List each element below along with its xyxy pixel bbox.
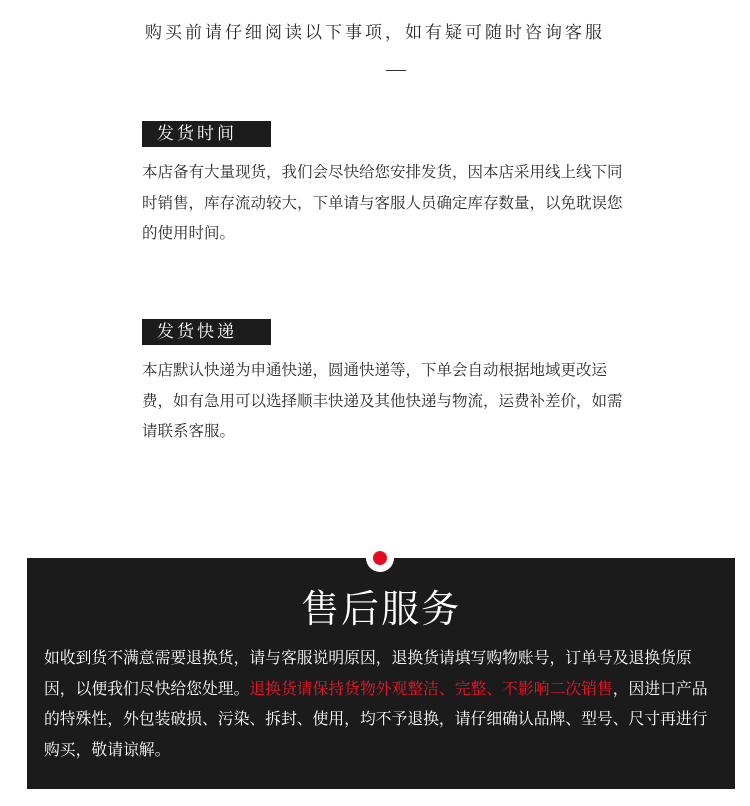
after-sales-text-part2: ，因进口产品的特殊性，外包装破损、污染、拆封、使用，均不予退换，请仔细确认品牌、型号、尺寸再进行购买，敬请谅解。 <box>44 678 708 759</box>
section-body: 本店默认快递为申通快递，圆通快递等，下单会自动根据地域更改运费，如有急用可以选择顺丰快递及其他快递与物流，运费补差价，如需请联系客服。 <box>142 361 623 440</box>
section-body: 本店备有大量现货，我们会尽快给您安排发货，因本店采用线上线下同时销售，库存流动较大，下单请与客服人员确定库存数量，以免耽误您的使用时间。 <box>142 163 623 242</box>
accent-dot-icon <box>373 551 387 565</box>
section-shipping-time <box>142 121 642 249</box>
notice-text: 购买前请仔细阅读以下事项，如有疑可随时咨询客服 <box>145 23 605 43</box>
after-sales-title: 售后服务 <box>300 587 461 631</box>
after-sales-text-part1: 如收到货不满意需要退换货，请与客服说明原因，退换货请填写购物账号，订单号及退换货原因，以便我们尽快给您处理。 <box>44 648 692 698</box>
section-shipping-courier <box>142 319 642 447</box>
after-sales-panel <box>27 558 735 789</box>
divider-dash <box>386 70 406 71</box>
after-sales-text <box>44 643 714 765</box>
section-heading: 发货时间 <box>142 121 271 147</box>
after-sales-highlight: 退换货请保持货物外观整洁、完整、不影响二次销售 <box>249 678 613 698</box>
section-heading: 发货快递 <box>142 319 271 345</box>
